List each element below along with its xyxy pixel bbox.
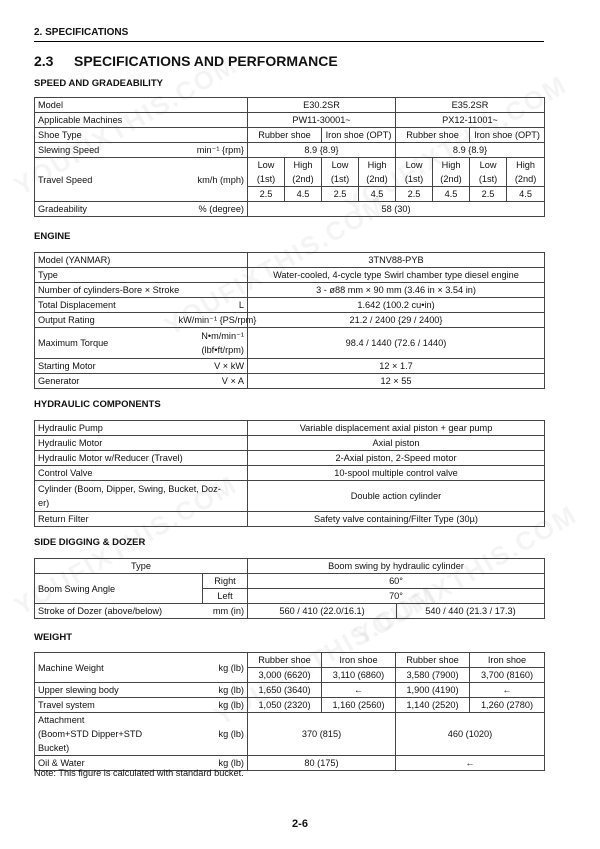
machine-weight-value: 3,000 (6620) [248,668,322,683]
model-1: E30.2SR [248,98,396,113]
travel-high-header: High (2nd) [433,158,470,187]
machine-weight-value: 3,700 (8160) [470,668,545,683]
weight-shoe-header: Rubber shoe [396,653,470,668]
speed-table [34,97,545,217]
upper-value: 1,900 (4190) [396,683,470,698]
travel-value: 2.5 [470,187,507,202]
speed-subtitle: SPEED AND GRADEABILITY [34,78,163,89]
engine-unit: V × kW [176,359,248,374]
filter-value: Safety valve containing/Filter Type (30µ) [248,512,545,527]
travel-high-header: High (2nd) [507,158,545,187]
slew-2: 8.9 {8.9} [396,143,545,158]
table-row [35,653,545,668]
weight-subtitle: WEIGHT [34,632,72,643]
travel-value: 4.5 [433,187,470,202]
weight-unit: kg (lb) [176,683,248,698]
section-title [34,53,338,69]
hydraulic-value: 10-spool multiple control valve [248,466,545,481]
table-row [35,328,545,359]
oil-label: Oil & Water [35,756,176,771]
dozer-type-label: Type [35,559,248,574]
table-row [35,283,545,298]
torque-value: 98.4 / 1440 (72.6 / 1440) [248,328,545,359]
travel-value: 4.5 [285,187,322,202]
machines-2: PX12-11001~ [396,113,545,128]
travel-high-header: High (2nd) [285,158,322,187]
attachment-value: 370 (815) [248,713,396,756]
shoe-iron: Iron shoe (OPT) [322,128,396,143]
table-row [35,559,545,574]
hydraulic-label: Control Valve [35,466,248,481]
weight-shoe-header: Iron shoe [322,653,396,668]
hydraulic-label: Hydraulic Motor w/Reducer (Travel) [35,451,248,466]
page-number: 2-6 [292,818,308,830]
same-as-left-arrow: ← [396,756,545,771]
table-row [35,128,545,143]
travel-label: Travel Speed [35,158,176,202]
upper-label: Upper slewing body [35,683,176,698]
table-row [35,466,545,481]
travel-system-value: 1,160 (2560) [322,698,396,713]
hydraulic-label: Hydraulic Motor [35,436,248,451]
boom-right-value: 60° [248,574,545,589]
table-row [35,313,545,328]
travel-unit: km/h (mph) [176,158,248,202]
travel-value: 2.5 [396,187,433,202]
hydraulic-value: 2-Axial piston, 2-Speed motor [248,451,545,466]
cylinder-value: Double action cylinder [248,481,545,512]
footnote: Note: This figure is calculated with standard bucket. [34,768,244,778]
engine-subtitle: ENGINE [34,231,71,242]
slew-unit: min⁻¹ {rpm} [176,143,248,158]
table-row [35,481,545,512]
grade-value: 58 (30) [248,202,545,217]
chapter-header: 2. SPECIFICATIONS [34,27,129,38]
model-label: Model [35,98,248,113]
section-number: 2.3 [34,53,54,69]
shoe-iron: Iron shoe (OPT) [470,128,545,143]
table-row [35,574,545,589]
oil-value: 80 (175) [248,756,396,771]
filter-label: Return Filter [35,512,248,527]
weight-shoe-header: Iron shoe [470,653,545,668]
engine-label: Starting Motor [35,359,176,374]
shoe-rubber: Rubber shoe [248,128,322,143]
engine-value: 12 × 55 [248,374,545,389]
dozer-subtitle: SIDE DIGGING & DOZER [34,537,146,548]
table-row [35,113,545,128]
table-row [35,268,545,283]
table-row [35,298,545,313]
weight-unit: kg (lb) [176,698,248,713]
travel-low-header: Low (1st) [248,158,285,187]
travel-system-value: 1,050 (2320) [248,698,322,713]
table-row [35,698,545,713]
same-as-left-arrow: ← [470,683,545,698]
table-row [35,451,545,466]
torque-unit: N•m/min⁻¹ (lbf•ft/rpm) [176,328,248,359]
engine-value: 1.642 (100.2 cu•in) [248,298,545,313]
engine-label: Total Displacement [35,298,176,313]
engine-unit: kW/min⁻¹ {PS/rpm} [176,313,248,328]
travel-value: 4.5 [507,187,545,202]
travel-low-header: Low (1st) [322,158,359,187]
engine-label: Number of cylinders-Bore × Stroke [35,283,248,298]
table-row [35,421,545,436]
hydraulic-subtitle: HYDRAULIC COMPONENTS [34,399,161,410]
weight-shoe-header: Rubber shoe [248,653,322,668]
slew-1: 8.9 {8.9} [248,143,396,158]
engine-value: 12 × 1.7 [248,359,545,374]
engine-value: 3 - ø88 mm × 90 mm (3.46 in × 3.54 in) [248,283,545,298]
stroke-unit: mm (in) [203,604,248,619]
engine-unit [176,253,248,268]
engine-value: Water-cooled, 4-cycle type Swirl chamber type diesel engine [248,268,545,283]
table-row [35,158,545,187]
stroke-label: Stroke of Dozer (above/below) [35,604,203,619]
table-row [35,512,545,527]
upper-value: 1,650 (3640) [248,683,322,698]
same-as-left-arrow: ← [322,683,396,698]
stroke-1: 560 / 410 (22.0/16.1) [248,604,397,619]
grade-label: Gradeability [35,202,176,217]
table-row [35,436,545,451]
travel-low-header: Low (1st) [470,158,507,187]
shoe-label: Shoe Type [35,128,248,143]
boom-left-value: 70° [248,589,545,604]
weight-unit: kg (lb) [176,653,248,683]
model-2: E35.2SR [396,98,545,113]
section-title-text: SPECIFICATIONS AND PERFORMANCE [74,53,338,69]
travel-system-value: 1,260 (2780) [470,698,545,713]
travel-value: 4.5 [359,187,396,202]
weight-unit: kg (lb) [176,713,248,756]
engine-table [34,252,545,389]
machine-weight-value: 3,110 (6860) [322,668,396,683]
boom-left-label: Left [203,589,248,604]
hydraulic-value: Variable displacement axial piston + gear pump [248,421,545,436]
table-row [35,713,545,756]
engine-unit [176,268,248,283]
engine-label: Generator [35,374,176,389]
engine-label: Model (YANMAR) [35,253,176,268]
grade-unit: % (degree) [176,202,248,217]
attachment-label: Attachment (Boom+STD Dipper+STD Bucket) [35,713,176,756]
table-row [35,98,545,113]
machines-1: PW11-30001~ [248,113,396,128]
cylinder-label: Cylinder (Boom, Dipper, Swing, Bucket, Doz- er) [35,481,248,512]
engine-unit: L [176,298,248,313]
table-row [35,143,545,158]
dozer-type-value: Boom swing by hydraulic cylinder [248,559,545,574]
table-row [35,253,545,268]
hydraulic-value: Axial piston [248,436,545,451]
engine-value: 3TNV88-PYB [248,253,545,268]
weight-unit: kg (lb) [176,756,248,771]
stroke-2: 540 / 440 (21.3 / 17.3) [397,604,545,619]
travel-system-value: 1,140 (2520) [396,698,470,713]
torque-label: Maximum Torque [35,328,176,359]
slew-label: Slewing Speed [35,143,176,158]
shoe-rubber: Rubber shoe [396,128,470,143]
engine-label: Output Rating [35,313,176,328]
weight-table [34,652,545,771]
machines-label: Applicable Machines [35,113,248,128]
table-row [35,683,545,698]
table-row [35,359,545,374]
dozer-table [34,558,545,619]
boom-swing-label: Boom Swing Angle [35,574,203,604]
table-row [35,202,545,217]
table-row [35,374,545,389]
machine-weight-label: Machine Weight [35,653,176,683]
travel-system-label: Travel system [35,698,176,713]
travel-value: 2.5 [322,187,359,202]
travel-high-header: High (2nd) [359,158,396,187]
travel-low-header: Low (1st) [396,158,433,187]
hydraulic-label: Hydraulic Pump [35,421,248,436]
table-row [35,604,545,619]
engine-label: Type [35,268,176,283]
engine-unit: V × A [176,374,248,389]
travel-value: 2.5 [248,187,285,202]
engine-value: 21.2 / 2400 {29 / 2400} [248,313,545,328]
header-rule [34,41,544,42]
attachment-value: 460 (1020) [396,713,545,756]
machine-weight-value: 3,580 (7900) [396,668,470,683]
boom-right-label: Right [203,574,248,589]
hydraulic-table [34,420,545,527]
